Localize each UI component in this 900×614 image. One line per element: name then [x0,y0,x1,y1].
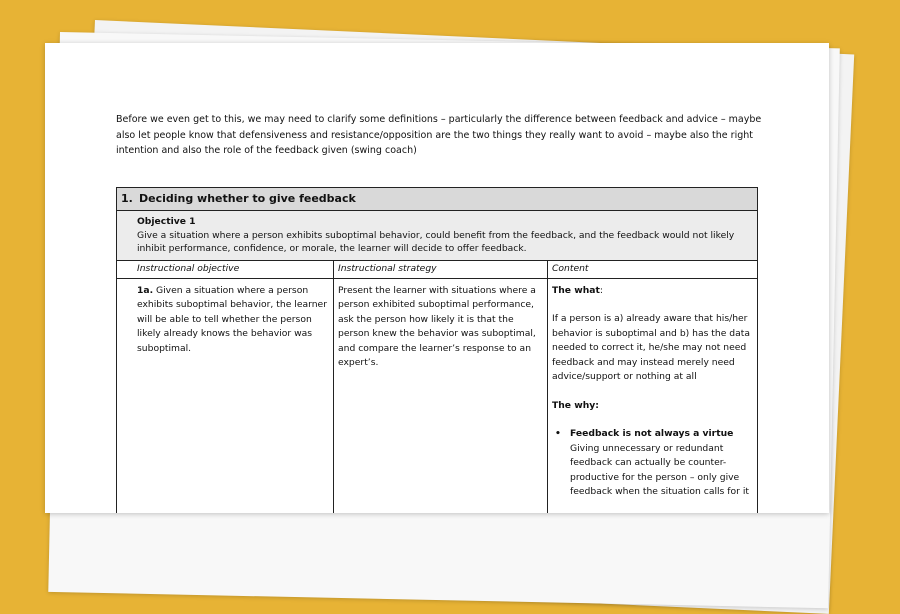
objective-text: Give a situation where a person exhibits suboptimal behavior, could benefit from the feedback, and the feedback would not likely inhibit performance, confidence, or morale, the learner will decide to offer feedback. [137,229,735,254]
bullet-title: Feedback is not always a virtue [570,428,734,439]
bullet-icon: • [555,428,561,439]
objective-row [117,211,758,261]
table-row [117,278,758,513]
column-header-row [117,260,758,278]
strategy-cell [334,278,548,513]
strategy-text: Present the learner with situations where a person exhibited suboptimal performance, ask the person how likely it is that the person knew the behavior was suboptimal, and compare the learner’s response to an expert’s. [338,284,536,368]
objective-title: Objective 1 [137,216,196,227]
objective-id: 1a. [137,284,154,296]
column-header-strategy: Instructional strategy [334,260,548,278]
objective-description: Given a situation where a person exhibits suboptimal behavior, the learner will be able to tell whether the person likely already knows the behavior was suboptimal. [137,284,327,354]
objective-cell-1a [117,278,334,513]
content-cell [548,278,758,513]
section-title [117,188,757,210]
section-header-row [117,188,758,211]
column-header-objective: Instructional objective [117,260,334,278]
section-title-text: Deciding whether to give feedback [139,192,356,205]
bullet-item [552,427,751,500]
what-heading [552,284,751,299]
design-table [116,187,758,513]
document-page [45,43,829,513]
what-text: If a person is a) already aware that his/her behavior is suboptimal and b) has the data needed to correct it, he/she may not need feedback and may instead merely need advice/support or nothing at all [552,313,751,382]
what-label: The what [552,284,600,296]
section-header [117,188,758,211]
what-colon: : [599,284,603,296]
bullet-text: Giving unnecessary or redundant feedback can actually be counter-productive for the person – only give feedback when the situation calls for it [570,442,749,497]
column-header-content: Content [548,260,758,278]
why-label: The why: [552,399,599,411]
objective-cell [117,211,758,261]
section-number: 1. [121,192,133,205]
intro-paragraph: Before we even get to this, we may need to clarify some definitions – particularly the difference between feedback and advice – maybe also let people know that defensiveness and resistance/opposition are the two things they really want to avoid – maybe also the right intention and also the role of the feedback given (swing coach) [116,114,762,156]
